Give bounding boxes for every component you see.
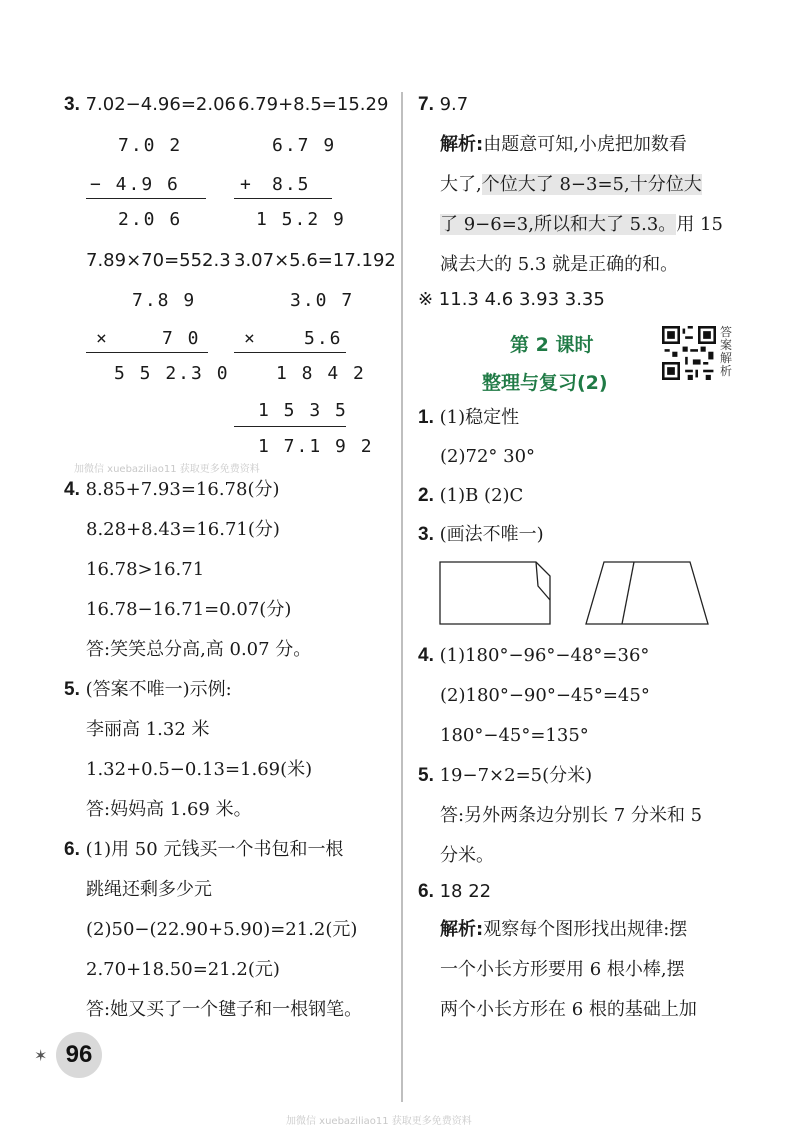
equation: (1)180°−96°−48°=36° <box>439 645 650 666</box>
vertical-operand: 6.7 9 <box>272 135 337 156</box>
equation: (2)180°−90°−45°=45° <box>440 685 650 706</box>
question-number: 6. <box>64 839 80 860</box>
answer-value: 18 22 <box>439 881 492 902</box>
question-number: 1. <box>418 407 434 428</box>
partial-product: 1 5 3 5 <box>258 400 348 421</box>
analysis-text: 大了, <box>440 174 482 195</box>
question-number: 3. <box>418 524 434 545</box>
analysis-line <box>440 133 687 157</box>
answer-sentence: 分米。 <box>440 845 494 866</box>
vertical-rule <box>234 198 332 199</box>
note: (答案不唯一)示例: <box>85 679 232 700</box>
question-number: 7. <box>418 94 434 115</box>
question-number: 5. <box>418 765 434 786</box>
q3-header <box>64 93 236 117</box>
equation: (2)50−(22.90+5.90)=21.2(元) <box>86 919 358 940</box>
column-divider <box>401 92 403 1102</box>
analysis-text: 一个小长方形要用 6 根小棒,摆 <box>440 959 685 980</box>
equation: 6.79+8.5=15.29 <box>238 94 389 115</box>
page-number: 96 <box>56 1032 102 1078</box>
equation: 7.89×70=552.3 <box>86 250 231 271</box>
parallelogram-cut-figure <box>586 562 708 624</box>
vertical-operator: × <box>244 328 257 349</box>
vertical-operand: − 4.9 6 <box>90 174 180 195</box>
vertical-result: 1 7.1 9 2 <box>258 436 374 457</box>
vertical-operand: 7.0 2 <box>118 135 183 156</box>
question-number: 3. <box>64 94 80 115</box>
answer-note: (画法不唯一) <box>439 524 544 545</box>
analysis-line <box>440 918 687 942</box>
r-q1-line <box>418 406 519 430</box>
extra-answers: ※ 11.3 4.6 3.93 3.35 <box>418 289 605 310</box>
vertical-operator: × <box>96 328 109 349</box>
question-number: 5. <box>64 679 80 700</box>
watermark-text: 加微信 xuebaziliao11 获取更多免费资料 <box>74 464 260 475</box>
answer-sentence: 答:另外两条边分别长 7 分米和 5 <box>440 805 703 826</box>
vertical-operand: 7.8 9 <box>132 290 197 311</box>
answer-sentence: 答:她又买了一个毽子和一根钢笔。 <box>86 999 363 1020</box>
equation: 1.32+0.5−0.13=1.69(米) <box>86 759 313 780</box>
analysis-text: 两个小长方形在 6 根的基础上加 <box>440 999 697 1020</box>
analysis-text: 观察每个图形找出规律:摆 <box>483 919 688 940</box>
question-number: 6. <box>418 881 434 902</box>
question-text: 跳绳还剩多少元 <box>86 879 212 900</box>
partial-product: 1 8 4 2 <box>276 363 366 384</box>
q7-header <box>418 93 468 117</box>
analysis-text: 由题意可知,小虎把加数看 <box>483 134 687 155</box>
answer-text: (2)72° 30° <box>440 446 536 467</box>
equation: 3.07×5.6=17.192 <box>234 250 396 271</box>
vertical-operand: 8.5 <box>272 174 311 195</box>
q4-line <box>64 478 280 502</box>
r-q6-line <box>418 880 491 904</box>
q6-line <box>64 838 343 862</box>
vertical-operand: 5.6 <box>304 328 343 349</box>
vertical-rule <box>86 352 208 353</box>
answer-text: (1)稳定性 <box>439 407 520 428</box>
analysis-text: 减去大的 5.3 就是正确的和。 <box>440 254 679 275</box>
question-number: 4. <box>64 479 80 500</box>
qr-code-icon[interactable] <box>662 326 716 380</box>
r-q5-line <box>418 764 592 788</box>
analysis-label: 解析: <box>440 919 484 940</box>
question-text: (1)用 50 元钱买一个书包和一根 <box>85 839 344 860</box>
analysis-label: 解析: <box>440 134 484 155</box>
analysis-text: 用 15 <box>676 214 723 235</box>
equation: 180°−45°=135° <box>440 725 589 746</box>
vertical-operator: + <box>240 174 253 195</box>
analysis-line <box>440 213 723 237</box>
answer-sentence: 答:笑笑总分高,高 0.07 分。 <box>86 639 312 660</box>
equation: 2.70+18.50=21.2(元) <box>86 959 280 980</box>
question-number: 2. <box>418 485 434 506</box>
vertical-rule <box>234 426 346 427</box>
answer-value: 9.7 <box>439 94 469 115</box>
trapezoid-cut-figure <box>440 562 550 624</box>
geometry-figures <box>436 558 736 630</box>
vertical-operand: 3.0 7 <box>290 290 355 311</box>
analysis-line <box>440 173 702 197</box>
qr-caption: 答案解析 <box>720 325 733 378</box>
equation: 7.02−4.96=2.06 <box>85 94 236 115</box>
example-text: 李丽高 1.32 米 <box>86 719 210 740</box>
answer-sentence: 答:妈妈高 1.69 米。 <box>86 799 252 820</box>
section-title: 整理与复习(2) <box>482 372 608 394</box>
vertical-rule <box>234 352 346 353</box>
r-q2-line <box>418 484 523 508</box>
vertical-result: 5 5 2.3 0 <box>114 363 230 384</box>
question-number: 4. <box>418 645 434 666</box>
equation: 8.28+8.43=16.71(分) <box>86 519 280 540</box>
vertical-result: 2.0 6 <box>118 209 183 230</box>
highlighted-text: 了 9−6=3,所以和大了 5.3。 <box>440 214 677 235</box>
highlighted-text: 个位大了 8−3=5,十分位大 <box>481 174 702 195</box>
comparison: 16.78>16.71 <box>86 559 205 580</box>
vertical-operand: 7 0 <box>162 328 201 349</box>
r-q4-line <box>418 644 649 668</box>
star-icon: ✶ <box>34 1046 48 1065</box>
r-q3-line <box>418 523 544 547</box>
equation: 19−7×2=5(分米) <box>439 765 593 786</box>
vertical-result: 1 5.2 9 <box>256 209 346 230</box>
q5-line <box>64 678 232 702</box>
vertical-rule <box>86 198 206 199</box>
equation: 8.85+7.93=16.78(分) <box>85 479 280 500</box>
equation: 16.78−16.71=0.07(分) <box>86 599 292 620</box>
footer-watermark: 加微信 xuebaziliao11 获取更多免费资料 <box>286 1116 472 1127</box>
answer-text: (1)B (2)C <box>439 485 524 506</box>
lesson-heading: 第 2 课时 <box>510 334 594 356</box>
